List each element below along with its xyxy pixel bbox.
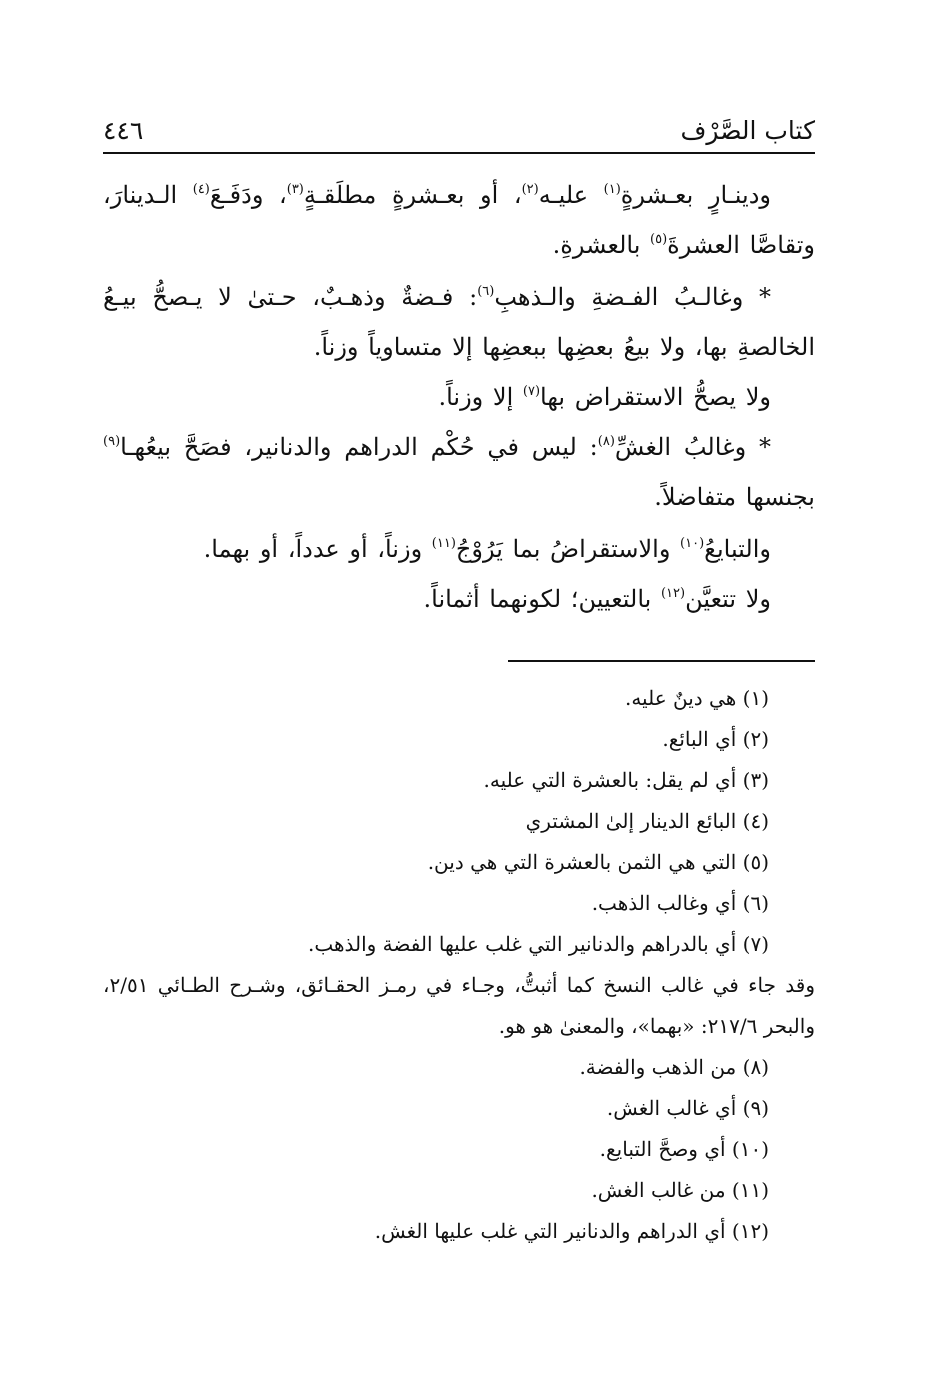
footnote-ref-7[interactable]: (٧): [522, 384, 541, 399]
text-run: : فـضةٌ وذهـبٌ، حـتىٰ لا يـصحُّ بيـعُ الخالصةِ بها، ولا بيعُ بعضِها ببعضِها إلا متساوياً وزناً.: [103, 283, 815, 361]
paragraph-4: [103, 422, 815, 522]
text-run: بالتعيين؛ لكونهما أثماناً.: [423, 585, 661, 613]
header-rule: [103, 152, 815, 154]
paragraph-3: [103, 372, 815, 422]
main-text: [103, 170, 815, 624]
text-run: ، أو بعـشرةٍ مطلَقـةٍ: [303, 181, 522, 209]
chapter-title: كتاب الصَّرْف: [680, 116, 815, 145]
footnote-7: (٧) أي بالدراهم والدنانير التي غلب عليها الفضة والذهب.: [307, 932, 769, 956]
footnote-6: (٦) أي وغالب الذهب.: [591, 891, 769, 915]
text-run: ولا تتعيَّن: [685, 585, 771, 613]
footnote-9: (٩) أي غالب الغش.: [606, 1096, 769, 1120]
text-run: إلا وزناً.: [438, 383, 523, 411]
footnote-ref-3[interactable]: (٣): [286, 182, 304, 197]
text-run: عليـه: [538, 181, 604, 209]
footnote-ref-2[interactable]: (٢): [521, 182, 539, 197]
footnote-ref-10[interactable]: (١٠): [680, 536, 705, 551]
footnote-ref-6[interactable]: (٦): [477, 284, 495, 299]
footnote-ref-8[interactable]: (٨): [597, 434, 615, 449]
paragraph-2: [103, 272, 815, 372]
footnote-11: (١١) من غالب الغش.: [591, 1178, 769, 1202]
footnote-1: (١) هي دينٌ عليه.: [624, 686, 769, 710]
footnote-ref-9[interactable]: (٩): [103, 434, 121, 449]
text-run: والتبايعُ: [704, 535, 771, 563]
text-run: وزناً، أو عدداً، أو بهما.: [203, 535, 432, 563]
text-run: * وغالـبُ الفـضةِ والـذهبِ: [494, 283, 771, 311]
footnotes: [103, 678, 815, 1252]
text-run: : ليس في حُكْم الدراهم والدنانير، فصَحَّ بيعُهـا: [120, 433, 598, 461]
book-page: [103, 0, 815, 1378]
text-run: * وغالبُ الغشِّ: [614, 433, 771, 461]
footnote-7-continuation: وقد جاء في غالب النسخ كما أثبتُّ، وجـاء في رمـز الحقـائق، وشـرح الطـائي ٢/٥١، والبحر ٢١٧/٦: «بهما»، والمعنىٰ هو هو.: [103, 973, 815, 1038]
footnote-ref-5[interactable]: (٥): [650, 232, 668, 247]
footnote-ref-11[interactable]: (١١): [431, 536, 456, 551]
text-run: الـدينارَ، وتقاصَّا العشرةَ: [103, 181, 815, 259]
footnote-2: (٢) أي البائع.: [662, 727, 769, 751]
text-run: بجنسها متفاضلاً.: [654, 483, 815, 511]
footnote-ref-4[interactable]: (٤): [192, 182, 210, 197]
footnote-8: (٨) من الذهب والفضة.: [579, 1055, 769, 1079]
footnote-4: (٤) البائع الدينار إلىٰ المشتري: [525, 809, 769, 833]
paragraph-6: [103, 574, 815, 624]
footnote-ref-12[interactable]: (١٢): [660, 586, 686, 601]
text-run: والاستقراضُ بما يَرُوْجُ: [455, 535, 681, 563]
paragraph-1: [103, 170, 815, 270]
footnote-12: (١٢) أي الدراهم والدنانير التي غلب عليها الغش.: [374, 1219, 769, 1243]
footnote-separator: [508, 660, 815, 662]
text-run: ولا يصحُّ الاستقراض بها: [540, 383, 771, 411]
footnote-10: (١٠) أي وصحَّ التبايع.: [599, 1137, 769, 1161]
footnote-3: (٣) أي لم يقل: بالعشرة التي عليه.: [483, 768, 769, 792]
text-run: بالعشرةِ.: [552, 231, 651, 259]
paragraph-5: [103, 524, 815, 574]
page-header: [103, 108, 815, 148]
footnote-5: (٥) التي هي الثمن بالعشرة التي هي دين.: [427, 850, 769, 874]
text-run: ودينـارٍ بعـشرةٍ: [620, 181, 771, 209]
page-number: ٤٤٦: [103, 116, 144, 145]
text-run: ، ودَفَـعَ: [209, 181, 287, 209]
footnote-ref-1[interactable]: (١): [603, 182, 621, 197]
